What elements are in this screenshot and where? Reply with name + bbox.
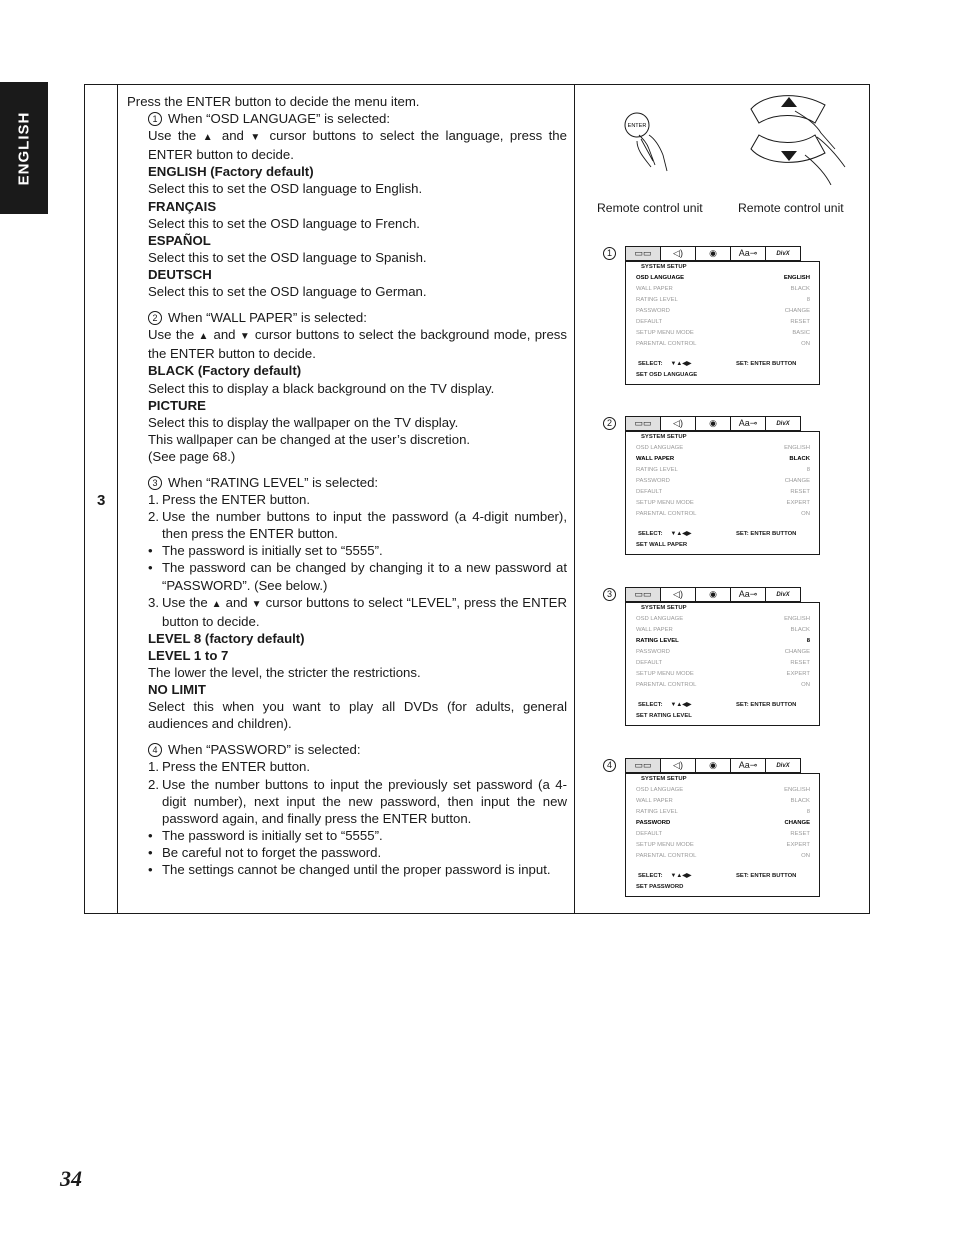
menu-row-label: PASSWORD xyxy=(636,820,671,826)
menu-row xyxy=(636,842,810,848)
divx-tab-icon: DivX xyxy=(776,420,790,427)
section-2-body: Use the ▲ and ▼ cursor buttons to select the background mode, press the ENTER button to decide. xyxy=(148,327,567,362)
menu-row xyxy=(636,456,810,462)
menu-row-label: PASSWORD xyxy=(636,649,670,655)
menu-row-value: ENGLISH xyxy=(783,275,810,281)
menu-row-label: OSD LANGUAGE xyxy=(636,445,684,451)
osd-menu-box xyxy=(625,773,820,897)
disc-tab-icon: ◉ xyxy=(696,588,731,601)
menu-row-value: 8 xyxy=(806,467,810,473)
menu-row-label: WALL PAPER xyxy=(636,627,673,633)
system-setup-tab-icon: ▭▭ xyxy=(626,417,661,430)
column-divider-left xyxy=(117,85,118,913)
audio-tab-icon: ◁) xyxy=(661,247,696,260)
menu-row-value: ENGLISH xyxy=(784,445,810,451)
menu-row xyxy=(636,445,810,451)
set-hint: SET: ENTER BUTTON xyxy=(736,702,797,708)
option-picture: PICTURE xyxy=(148,397,206,413)
side-tab-label: ENGLISH xyxy=(15,111,33,185)
menu-row-label: SETUP MENU MODE xyxy=(636,330,694,336)
section-3-heading: 3 When “RATING LEVEL” is selected: xyxy=(127,474,567,491)
down-triangle-icon: ▼ xyxy=(251,598,262,610)
system-setup-tab-icon: ▭▭ xyxy=(626,588,661,601)
cursor-arrows-icon: ▼▲◀▶ xyxy=(670,702,692,708)
remote-label-right: Remote control unit xyxy=(738,201,844,215)
menu-row xyxy=(636,478,810,484)
menu-row-label: WALL PAPER xyxy=(636,286,673,292)
down-triangle-icon: ▼ xyxy=(250,132,264,144)
menu-row-label: PASSWORD xyxy=(636,478,670,484)
menu-row-label: WALL PAPER xyxy=(636,798,673,804)
section-4-bullet-3: • The settings cannot be changed until the proper password is input. xyxy=(148,862,551,878)
language-option-title: FRANÇAIS xyxy=(148,198,217,214)
menu-row xyxy=(636,787,810,793)
language-option-desc: Select this to set the OSD language to English. xyxy=(148,181,423,197)
circle-number-3: 3 xyxy=(148,476,162,490)
menu-row-label: PARENTAL CONTROL xyxy=(636,853,697,859)
section-3-step-1: 1. Press the ENTER button. xyxy=(148,492,311,508)
menu-row xyxy=(636,809,810,815)
option-level-1-7: LEVEL 1 to 7 xyxy=(148,647,229,663)
language-option-desc: Select this to set the OSD language to German. xyxy=(148,284,427,300)
osd-tab-bar xyxy=(625,416,801,431)
menu-row-label: RATING LEVEL xyxy=(636,467,678,473)
select-hint: SELECT: ▼▲◀▶ xyxy=(638,361,692,367)
intro-text: Press the ENTER button to decide the menu item. xyxy=(127,94,420,109)
system-setup-tab-icon: ▭▭ xyxy=(626,759,661,772)
select-hint: SELECT: ▼▲◀▶ xyxy=(638,531,692,537)
menu-row-value: BASIC xyxy=(792,330,810,336)
menu-row-label: RATING LEVEL xyxy=(636,809,678,815)
menu-row xyxy=(636,638,810,644)
menu-row-label: SETUP MENU MODE xyxy=(636,842,694,848)
section-1-body: Use the ▲ and ▼ cursor buttons to select the language, press the ENTER button to decide. xyxy=(148,128,567,163)
system-setup-tab-icon: ▭▭ xyxy=(626,247,661,260)
menu-footer: SET RATING LEVEL xyxy=(636,713,692,719)
menu-title: SYSTEM SETUP xyxy=(641,434,687,440)
menu-title: SYSTEM SETUP xyxy=(641,264,687,270)
menu-row-label: PARENTAL CONTROL xyxy=(636,341,697,347)
option-black-desc: Select this to display a black background on the TV display. xyxy=(148,380,495,396)
section-4-step-2: 2. Use the number buttons to input the previously set password (a 4-digit number), next input the new password, then input the new password again, and finally press the ENTER button. xyxy=(148,776,567,826)
disc-tab-icon: ◉ xyxy=(696,759,731,772)
menu-title: SYSTEM SETUP xyxy=(641,776,687,782)
menu-row xyxy=(636,682,810,688)
up-triangle-icon: ▲ xyxy=(202,132,216,144)
language-tab-icon: Aa⊸ xyxy=(731,588,766,601)
menu-row-label: RATING LEVEL xyxy=(636,638,679,644)
menu-row-label: SETUP MENU MODE xyxy=(636,671,694,677)
option-no-limit-desc: Select this when you want to play all DVDs (for adults, general audiences and children). xyxy=(148,699,567,732)
up-triangle-icon: ▲ xyxy=(198,331,210,343)
language-option-title: ESPAÑOL xyxy=(148,232,211,248)
osd-tab-bar xyxy=(625,246,801,261)
section-2-heading: 2 When “WALL PAPER” is selected: xyxy=(127,309,567,326)
menu-row-value: 8 xyxy=(806,638,810,644)
menu-row xyxy=(636,330,810,336)
remote-label-left: Remote control unit xyxy=(597,201,703,215)
menu-row-value: ENGLISH xyxy=(784,616,810,622)
section-4-heading: 4 When “PASSWORD” is selected: xyxy=(127,741,567,758)
screen-number: 2 xyxy=(603,417,616,430)
audio-tab-icon: ◁) xyxy=(661,588,696,601)
instructions-text xyxy=(127,93,567,878)
option-level-1-7-desc: The lower the level, the stricter the restrictions. xyxy=(148,665,421,680)
circle-number-2: 2 xyxy=(148,311,162,325)
disc-tab-icon: ◉ xyxy=(696,417,731,430)
osd-tab-bar xyxy=(625,758,801,773)
language-option-title: DEUTSCH xyxy=(148,266,212,282)
menu-row xyxy=(636,500,810,506)
menu-row xyxy=(636,275,810,281)
osd-tab-bar xyxy=(625,587,801,602)
language-option-desc: Select this to set the OSD language to Spanish. xyxy=(148,249,427,265)
menu-row-label: SETUP MENU MODE xyxy=(636,500,694,506)
menu-row-value: ON xyxy=(801,682,810,688)
menu-row-value: BLACK xyxy=(790,286,810,292)
section-4-bullet-2: • Be careful not to forget the password. xyxy=(148,844,382,860)
menu-row xyxy=(636,286,810,292)
section-3-bullet-1: • The password is initially set to “5555”. xyxy=(148,543,383,559)
menu-row-value: RESET xyxy=(790,489,810,495)
menu-row xyxy=(636,319,810,325)
language-side-tab xyxy=(0,82,48,214)
section-3-step-2: 2. Use the number buttons to input the password (a 4-digit number), then press the ENTER button. xyxy=(148,509,567,542)
step-number: 3 xyxy=(97,492,106,509)
menu-row-value: BLACK xyxy=(790,798,810,804)
section-3-step-3: 3. Use the ▲ and ▼ cursor buttons to select “LEVEL”, press the ENTER button to decide. xyxy=(148,594,568,629)
circle-number-1: 1 xyxy=(148,112,162,126)
menu-row-label: DEFAULT xyxy=(636,489,663,495)
menu-row-label: PARENTAL CONTROL xyxy=(636,511,697,517)
menu-row xyxy=(636,798,810,804)
menu-row-label: DEFAULT xyxy=(636,660,663,666)
enter-button-label: ENTER xyxy=(627,123,647,129)
osd-menu-screen xyxy=(625,416,820,555)
instruction-table xyxy=(84,84,870,914)
option-black: BLACK (Factory default) xyxy=(148,363,302,379)
set-hint: SET: ENTER BUTTON xyxy=(736,531,797,537)
menu-row-value: CHANGE xyxy=(784,308,810,314)
option-no-limit: NO LIMIT xyxy=(148,682,206,698)
osd-menu-box xyxy=(625,602,820,726)
menu-row xyxy=(636,671,810,677)
up-triangle-icon: ▲ xyxy=(211,598,222,610)
menu-row-label: WALL PAPER xyxy=(636,456,675,462)
osd-menu-screen xyxy=(625,587,820,726)
menu-title: SYSTEM SETUP xyxy=(641,605,687,611)
menu-row xyxy=(636,853,810,859)
menu-row-value: RESET xyxy=(790,831,810,837)
screen-number: 3 xyxy=(603,588,616,601)
cursor-arrows-icon: ▼▲◀▶ xyxy=(670,873,692,879)
menu-row-value: 8 xyxy=(806,809,810,815)
menu-row-value: RESET xyxy=(790,660,810,666)
menu-footer: SET OSD LANGUAGE xyxy=(636,372,698,378)
down-triangle-icon: ▼ xyxy=(239,331,251,343)
menu-row xyxy=(636,627,810,633)
menu-row-value: 8 xyxy=(806,297,810,303)
page-number: 34 xyxy=(60,1166,82,1191)
circle-number-4: 4 xyxy=(148,743,162,757)
divx-tab-icon: DivX xyxy=(776,762,790,769)
section-4-bullet-1: • The password is initially set to “5555”. xyxy=(148,827,383,843)
menu-footer: SET WALL PAPER xyxy=(636,542,688,548)
menu-row-value: ON xyxy=(801,341,810,347)
cursor-buttons-hand-illustration xyxy=(745,93,855,185)
menu-row-value: BLACK xyxy=(790,627,810,633)
menu-row-value: EXPERT xyxy=(786,842,810,848)
divx-tab-icon: DivX xyxy=(776,250,790,257)
cursor-arrows-icon: ▼▲◀▶ xyxy=(670,531,692,537)
section-1-heading: 1 When “OSD LANGUAGE” is selected: xyxy=(127,110,567,127)
screen-number: 1 xyxy=(603,247,616,260)
menu-row xyxy=(636,489,810,495)
menu-row-label: PARENTAL CONTROL xyxy=(636,682,697,688)
menu-row-value: EXPERT xyxy=(786,500,810,506)
select-hint: SELECT: ▼▲◀▶ xyxy=(638,702,692,708)
menu-row-value: ENGLISH xyxy=(784,787,810,793)
osd-menu-screen xyxy=(625,758,820,897)
osd-menu-box xyxy=(625,261,820,385)
menu-row-label: OSD LANGUAGE xyxy=(636,787,684,793)
menu-row-value: ON xyxy=(801,511,810,517)
menu-row-label: OSD LANGUAGE xyxy=(636,616,684,622)
enter-button-hand-illustration xyxy=(615,105,705,175)
section-4-step-1: 1. Press the ENTER button. xyxy=(148,759,311,775)
language-option-desc: Select this to set the OSD language to French. xyxy=(148,215,420,231)
menu-row xyxy=(636,511,810,517)
select-hint: SELECT: ▼▲◀▶ xyxy=(638,873,692,879)
menu-row xyxy=(636,341,810,347)
screen-number: 4 xyxy=(603,759,616,772)
audio-tab-icon: ◁) xyxy=(661,417,696,430)
menu-row-label: PASSWORD xyxy=(636,308,670,314)
menu-row xyxy=(636,308,810,314)
set-hint: SET: ENTER BUTTON xyxy=(736,873,797,879)
menu-row-label: RATING LEVEL xyxy=(636,297,678,303)
menu-row-label: DEFAULT xyxy=(636,319,663,325)
menu-row-value: ON xyxy=(801,853,810,859)
menu-row xyxy=(636,649,810,655)
set-hint: SET: ENTER BUTTON xyxy=(736,361,797,367)
menu-row-value: CHANGE xyxy=(784,820,810,826)
osd-menu-screen xyxy=(625,246,820,385)
menu-row xyxy=(636,820,810,826)
menu-row-label: OSD LANGUAGE xyxy=(636,275,685,281)
language-option-title: ENGLISH (Factory default) xyxy=(148,164,314,180)
menu-row-label: DEFAULT xyxy=(636,831,663,837)
menu-footer: SET PASSWORD xyxy=(636,884,684,890)
cursor-arrows-icon: ▼▲◀▶ xyxy=(670,361,692,367)
divx-tab-icon: DivX xyxy=(776,591,790,598)
option-picture-desc-3: (See page 68.) xyxy=(148,448,236,464)
language-tab-icon: Aa⊸ xyxy=(731,247,766,260)
menu-row-value: RESET xyxy=(790,319,810,325)
menu-row xyxy=(636,467,810,473)
option-picture-desc-2: This wallpaper can be changed at the user’s discretion. xyxy=(148,431,471,447)
disc-tab-icon: ◉ xyxy=(696,247,731,260)
illustration-column xyxy=(575,85,870,912)
language-tab-icon: Aa⊸ xyxy=(731,759,766,772)
menu-row-value: CHANGE xyxy=(784,649,810,655)
option-level-8: LEVEL 8 (factory default) xyxy=(148,630,305,646)
menu-row xyxy=(636,297,810,303)
menu-row-value: BLACK xyxy=(789,456,810,462)
language-options xyxy=(127,163,567,300)
menu-row xyxy=(636,660,810,666)
audio-tab-icon: ◁) xyxy=(661,759,696,772)
menu-row-value: EXPERT xyxy=(786,671,810,677)
language-tab-icon: Aa⊸ xyxy=(731,417,766,430)
menu-row-value: CHANGE xyxy=(784,478,810,484)
option-picture-desc: Select this to display the wallpaper on the TV display. xyxy=(148,414,459,430)
menu-row xyxy=(636,616,810,622)
section-3-bullet-2: • The password can be changed by changing it to a new password at “PASSWORD”. (See below.) xyxy=(148,560,567,593)
menu-row xyxy=(636,831,810,837)
osd-menu-box xyxy=(625,431,820,555)
